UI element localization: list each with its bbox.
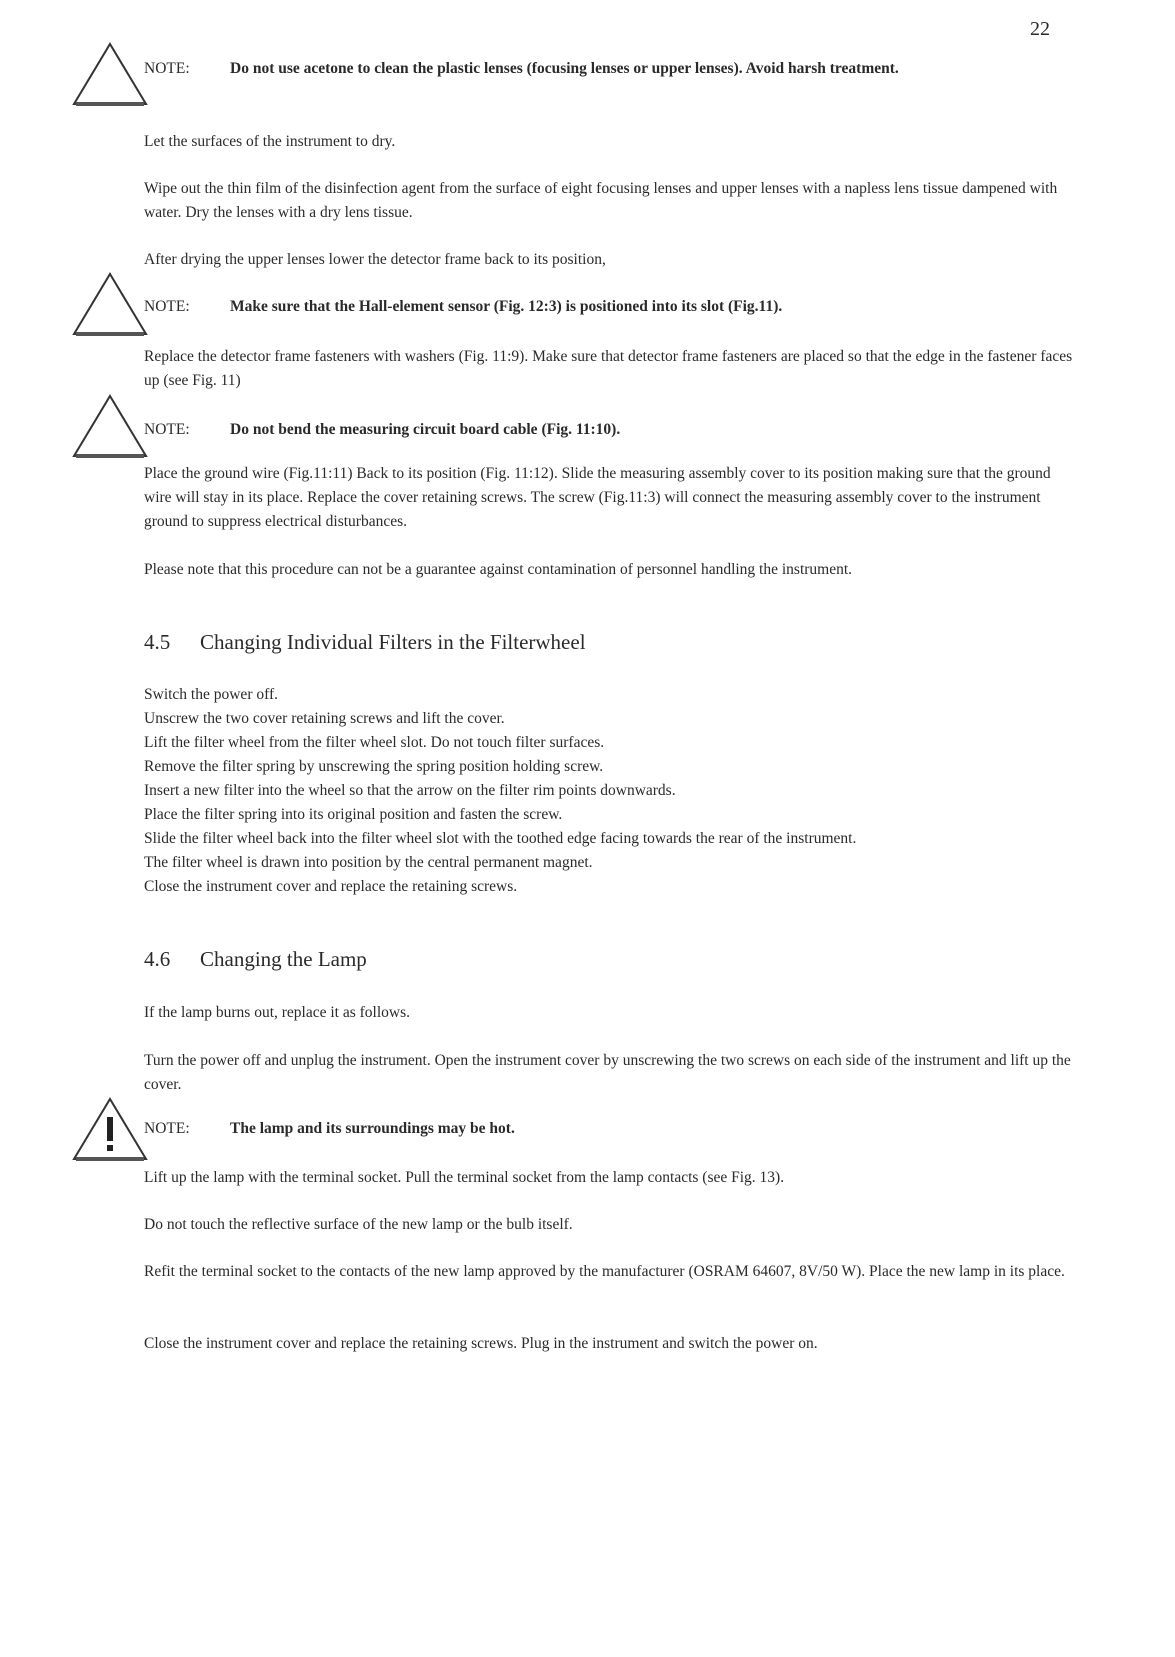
note-cable <box>144 418 1084 442</box>
list-item: Place the filter spring into its original position and fasten the screw. <box>144 806 563 823</box>
section-title: Changing the Lamp <box>200 947 367 971</box>
list-item: Slide the filter wheel back into the filter wheel slot with the toothed edge facing towards the rear of the instrument. <box>144 830 857 847</box>
note-lamp-hot <box>144 1117 1084 1141</box>
warning-exclamation-icon <box>70 1095 150 1165</box>
note-text: The lamp and its surroundings may be hot. <box>230 1120 515 1137</box>
note-acetone <box>144 57 1084 81</box>
list-item: Lift the filter wheel from the filter wheel slot. Do not touch filter surfaces. <box>144 734 605 751</box>
list-item: Remove the filter spring by unscrewing the spring position holding screw. <box>144 758 604 775</box>
note-text: Make sure that the Hall-element sensor (Fig. 12:3) is positioned into its slot (Fig.11). <box>230 298 783 315</box>
note-label: NOTE: <box>144 1120 190 1137</box>
paragraph: Please note that this procedure can not be a guarantee against contamination of personnel handling the instrument. <box>144 561 853 578</box>
note-label: NOTE: <box>144 60 190 77</box>
list-item: Insert a new filter into the wheel so that the arrow on the filter rim points downwards. <box>144 782 676 799</box>
note-label: NOTE: <box>144 421 190 438</box>
paragraph: Lift up the lamp with the terminal socket. Pull the terminal socket from the lamp contacts (see Fig. 13). <box>144 1169 785 1186</box>
list-item: Switch the power off. <box>144 686 279 703</box>
note-hall-sensor <box>144 295 1084 319</box>
section-number: 4.6 <box>144 947 171 971</box>
note-text: Do not use acetone to clean the plastic lenses (focusing lenses or upper lenses). Avoid harsh treatment. <box>230 60 899 77</box>
section-number: 4.5 <box>144 630 171 654</box>
section-heading <box>144 947 367 972</box>
paragraph: Place the ground wire (Fig.11:11) Back to its position (Fig. 11:12). Slide the measuring assembly cover to its position making sure that the ground wire will stay in its place. Replace the cover retaining screws. The screw (Fig.11:3) will connect the measuring assembly cover to the instrument ground to suppress electrical disturbances. <box>144 465 1051 530</box>
paragraph: Let the surfaces of the instrument to dry. <box>144 133 396 150</box>
note-text: Do not bend the measuring circuit board cable (Fig. 11:10). <box>230 421 621 438</box>
section-title: Changing Individual Filters in the Filterwheel <box>200 630 586 654</box>
list-item: The filter wheel is drawn into position by the central permanent magnet. <box>144 854 593 871</box>
list-item: Unscrew the two cover retaining screws and lift the cover. <box>144 710 505 727</box>
note-label: NOTE: <box>144 298 190 315</box>
paragraph: Wipe out the thin film of the disinfection agent from the surface of eight focusing lenses and upper lenses with a napless lens tissue dampened with water. Dry the lenses with a dry lens tissue. <box>144 180 1058 221</box>
warning-triangle-icon <box>70 270 150 340</box>
paragraph: Do not touch the reflective surface of the new lamp or the bulb itself. <box>144 1216 573 1233</box>
paragraph: Refit the terminal socket to the contacts of the new lamp approved by the manufacturer (OSRAM 64607, 8V/50 W). Place the new lamp in its place. <box>144 1263 1065 1280</box>
list-item: Close the instrument cover and replace the retaining screws. <box>144 878 518 895</box>
warning-triangle-icon <box>70 40 150 110</box>
paragraph: Close the instrument cover and replace the retaining screws. Plug in the instrument and switch the power on. <box>144 1335 818 1352</box>
filter-steps-list <box>144 683 1084 899</box>
warning-triangle-icon <box>70 392 150 462</box>
paragraph: Replace the detector frame fasteners with washers (Fig. 11:9). Make sure that detector frame fasteners are placed so that the edge in the fastener faces up (see Fig. 11) <box>144 348 1073 389</box>
section-heading <box>144 630 586 655</box>
paragraph: If the lamp burns out, replace it as follows. <box>144 1004 411 1021</box>
page-number: 22 <box>1030 18 1050 40</box>
paragraph: Turn the power off and unplug the instrument. Open the instrument cover by unscrewing the two screws on each side of the instrument and lift up the cover. <box>144 1052 1071 1093</box>
paragraph: After drying the upper lenses lower the detector frame back to its position, <box>144 251 606 268</box>
